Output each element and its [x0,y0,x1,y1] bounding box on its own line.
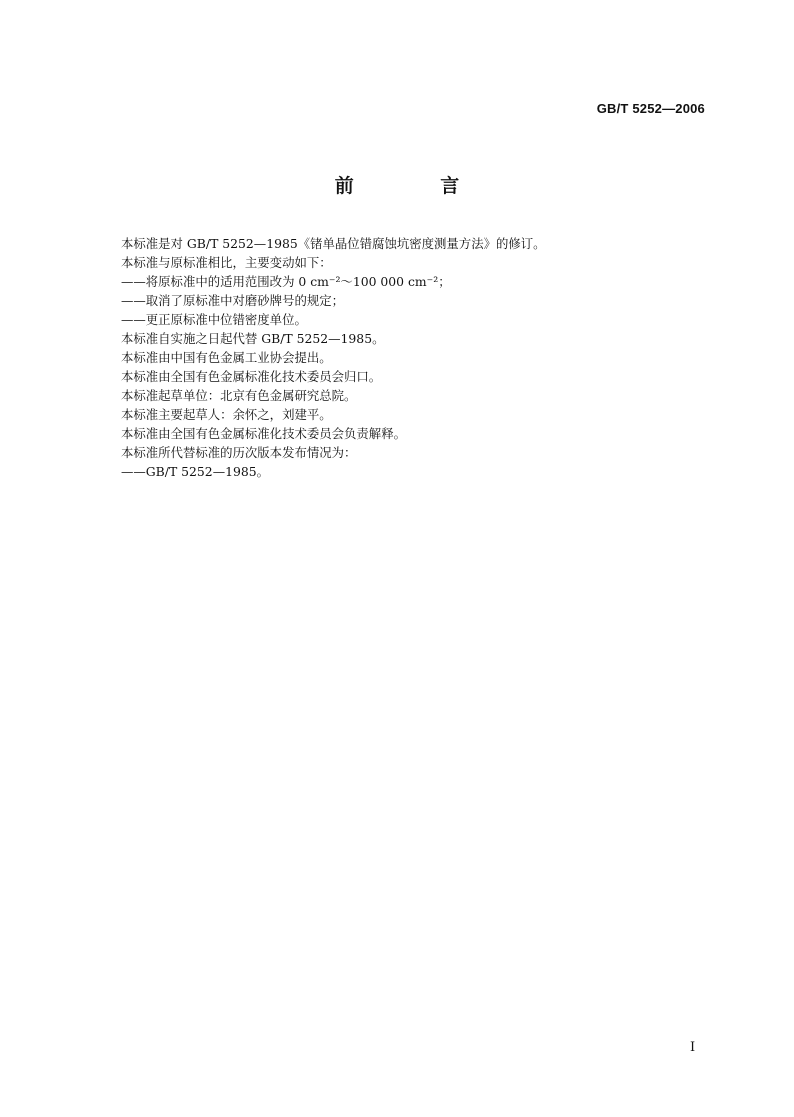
paragraph-replaces: 本标准自实施之日起代替 GB/T 5252—1985。 [121,331,385,346]
paragraph-interpretation: 本标准由全国有色金属标准化技术委员会负责解释。 [121,426,406,441]
paragraph-proposed-by: 本标准由中国有色金属工业协会提出。 [121,350,332,365]
document-body [121,234,701,481]
paragraph-changes-intro: 本标准与原标准相比，主要变动如下： [121,255,332,270]
page-number: I [690,1040,696,1055]
paragraph-revision-note: 本标准是对 GB/T 5252—1985《锗单晶位错腐蚀坑密度测量方法》的修订。 [121,236,546,251]
paragraph-history-intro: 本标准所代替标准的历次版本发布情况为： [121,445,357,460]
paragraph-drafters: 本标准主要起草人：余怀之，刘建平。 [121,407,332,422]
paragraph-centralized-by: 本标准由全国有色金属标准化技术委员会归口。 [121,369,382,384]
list-item-scope-change: ——将原标准中的适用范围改为 0 cm⁻²～100 000 cm⁻²； [121,274,451,289]
standard-code: GB/T 5252—2006 [596,101,705,116]
page-title: 前 言 [334,175,500,197]
paragraph-drafting-unit: 本标准起草单位：北京有色金属研究总院。 [121,388,357,403]
list-item-abrasive-removed: ——取消了原标准中对磨砂牌号的规定； [121,293,345,308]
list-item-unit-corrected: ——更正原标准中位错密度单位。 [121,312,307,327]
list-item-history-version: ——GB/T 5252—1985。 [121,464,270,479]
